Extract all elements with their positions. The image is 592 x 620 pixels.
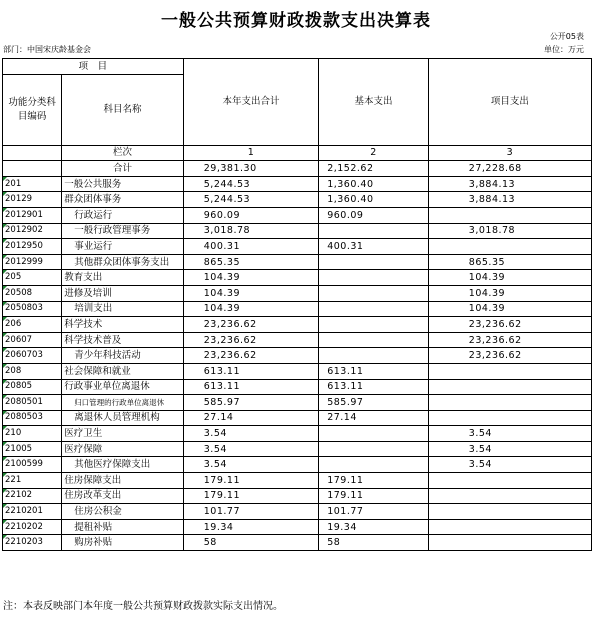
row-name: 提租补贴	[62, 519, 184, 535]
row-total: 3.54	[183, 441, 318, 457]
row-basic: 960.09	[319, 207, 429, 223]
row-basic	[319, 270, 429, 286]
row-total: 104.39	[183, 270, 318, 286]
row-code: 2012950	[3, 239, 62, 255]
row-total: 179.11	[183, 488, 318, 504]
total-project: 27,228.68	[428, 161, 591, 177]
form-number: 公开05表	[549, 32, 584, 41]
row-total: 58	[183, 535, 318, 551]
row-total: 23,236.62	[183, 317, 318, 333]
header-basic: 基本支出	[319, 59, 429, 146]
column-index-row	[3, 145, 592, 161]
table-row	[3, 519, 592, 535]
row-project	[428, 363, 591, 379]
row-total: 23,236.62	[183, 348, 318, 364]
table-row	[3, 395, 592, 411]
row-basic: 27.14	[319, 410, 429, 426]
table-row	[3, 332, 592, 348]
row-basic	[319, 426, 429, 442]
row-code: 20129	[3, 192, 62, 208]
row-name: 住房改革支出	[62, 488, 184, 504]
row-code: 2100599	[3, 457, 62, 473]
unit-label: 单位：万元	[544, 45, 584, 54]
row-name: 培训支出	[62, 301, 184, 317]
row-code: 2210203	[3, 535, 62, 551]
row-code: 20805	[3, 379, 62, 395]
row-project	[428, 473, 591, 489]
row-name: 行政事业单位离退休	[62, 379, 184, 395]
table-row	[3, 473, 592, 489]
table-row	[3, 441, 592, 457]
row-code: 21005	[3, 441, 62, 457]
row-basic: 613.11	[319, 379, 429, 395]
row-basic: 1,360.40	[319, 176, 429, 192]
row-basic	[319, 457, 429, 473]
row-basic: 613.11	[319, 363, 429, 379]
row-total: 19.34	[183, 519, 318, 535]
row-name: 科学技术	[62, 317, 184, 333]
header-item: 项 目	[3, 59, 184, 75]
row-code: 20607	[3, 332, 62, 348]
total-amount: 29,381.30	[183, 161, 318, 177]
row-project: 3.54	[428, 426, 591, 442]
header-total: 本年支出合计	[183, 59, 318, 146]
row-basic	[319, 348, 429, 364]
row-project	[428, 519, 591, 535]
row-basic	[319, 254, 429, 270]
table-row	[3, 223, 592, 239]
table-row	[3, 488, 592, 504]
row-total: 5,244.53	[183, 192, 318, 208]
row-name: 住房保障支出	[62, 473, 184, 489]
table-row	[3, 207, 592, 223]
row-code: 2080503	[3, 410, 62, 426]
row-basic	[319, 317, 429, 333]
header-project: 项目支出	[428, 59, 591, 146]
table-row	[3, 504, 592, 520]
row-basic: 1,360.40	[319, 192, 429, 208]
row-basic: 58	[319, 535, 429, 551]
column-index-label: 栏次	[62, 145, 184, 161]
row-total: 3.54	[183, 426, 318, 442]
row-code: 22102	[3, 488, 62, 504]
row-code: 2012902	[3, 223, 62, 239]
row-code: 206	[3, 317, 62, 333]
row-code: 2210202	[3, 519, 62, 535]
total-code-cell	[3, 161, 62, 177]
row-name: 进修及培训	[62, 285, 184, 301]
row-total: 3,018.78	[183, 223, 318, 239]
row-name: 事业运行	[62, 239, 184, 255]
row-total: 101.77	[183, 504, 318, 520]
row-project: 23,236.62	[428, 317, 591, 333]
row-code: 2060703	[3, 348, 62, 364]
row-total: 585.97	[183, 395, 318, 411]
row-name: 社会保障和就业	[62, 363, 184, 379]
table-row	[3, 410, 592, 426]
row-project	[428, 410, 591, 426]
row-total: 179.11	[183, 473, 318, 489]
row-total: 104.39	[183, 285, 318, 301]
table-row	[3, 254, 592, 270]
table-row	[3, 426, 592, 442]
row-code: 210	[3, 426, 62, 442]
footnote: 注：本表反映部门本年度一般公共预算财政拨款实际支出情况。	[3, 601, 283, 612]
table-row	[3, 535, 592, 551]
row-code: 2012901	[3, 207, 62, 223]
row-total: 613.11	[183, 379, 318, 395]
column-index-3: 3	[428, 145, 591, 161]
row-project: 104.39	[428, 270, 591, 286]
row-project: 3.54	[428, 457, 591, 473]
row-name: 群众团体事务	[62, 192, 184, 208]
header-row-item	[3, 59, 592, 75]
table-row	[3, 270, 592, 286]
table-row	[3, 348, 592, 364]
row-total: 27.14	[183, 410, 318, 426]
column-index-1: 1	[183, 145, 318, 161]
row-project: 104.39	[428, 285, 591, 301]
row-basic: 19.34	[319, 519, 429, 535]
row-name: 医疗保障	[62, 441, 184, 457]
row-project: 23,236.62	[428, 332, 591, 348]
row-project	[428, 379, 591, 395]
total-row	[3, 161, 592, 177]
row-basic	[319, 332, 429, 348]
row-name: 青少年科技活动	[62, 348, 184, 364]
report-title: 一般公共预算财政拨款支出决算表	[161, 11, 431, 31]
row-basic: 179.11	[319, 473, 429, 489]
department-label: 部门：中国宋庆龄基金会	[3, 45, 91, 54]
table-row	[3, 176, 592, 192]
row-code: 201	[3, 176, 62, 192]
row-total: 613.11	[183, 363, 318, 379]
header-code: 功能分类科目编码	[3, 74, 62, 145]
row-project: 104.39	[428, 301, 591, 317]
row-project: 3,018.78	[428, 223, 591, 239]
row-name: 科学技术普及	[62, 332, 184, 348]
row-code: 2210201	[3, 504, 62, 520]
expenditure-table	[2, 58, 592, 551]
row-basic	[319, 285, 429, 301]
table-row	[3, 301, 592, 317]
table-row	[3, 285, 592, 301]
row-basic: 400.31	[319, 239, 429, 255]
header-name: 科目名称	[62, 74, 184, 145]
row-total: 865.35	[183, 254, 318, 270]
row-name: 其他群众团体事务支出	[62, 254, 184, 270]
row-total: 23,236.62	[183, 332, 318, 348]
row-total: 3.54	[183, 457, 318, 473]
row-project: 23,236.62	[428, 348, 591, 364]
table-row	[3, 457, 592, 473]
row-code: 2050803	[3, 301, 62, 317]
row-name: 一般行政管理事务	[62, 223, 184, 239]
column-index-code-cell	[3, 145, 62, 161]
row-name: 购房补贴	[62, 535, 184, 551]
row-name: 其他医疗保障支出	[62, 457, 184, 473]
row-total: 960.09	[183, 207, 318, 223]
row-project	[428, 239, 591, 255]
table-row	[3, 379, 592, 395]
row-total: 104.39	[183, 301, 318, 317]
row-name: 归口管理的行政单位离退休	[62, 395, 184, 411]
row-basic	[319, 301, 429, 317]
row-name: 教育支出	[62, 270, 184, 286]
row-project: 3,884.13	[428, 176, 591, 192]
row-project	[428, 207, 591, 223]
row-basic	[319, 441, 429, 457]
row-project: 865.35	[428, 254, 591, 270]
row-name: 行政运行	[62, 207, 184, 223]
row-total: 5,244.53	[183, 176, 318, 192]
table-row	[3, 317, 592, 333]
row-name: 离退休人员管理机构	[62, 410, 184, 426]
row-name: 一般公共服务	[62, 176, 184, 192]
total-label: 合计	[62, 161, 184, 177]
row-basic	[319, 223, 429, 239]
row-name: 医疗卫生	[62, 426, 184, 442]
table-row	[3, 239, 592, 255]
row-code: 20508	[3, 285, 62, 301]
row-code: 208	[3, 363, 62, 379]
row-code: 221	[3, 473, 62, 489]
row-project	[428, 504, 591, 520]
table-row	[3, 192, 592, 208]
table-row	[3, 363, 592, 379]
row-project: 3,884.13	[428, 192, 591, 208]
row-basic: 101.77	[319, 504, 429, 520]
row-code: 2080501	[3, 395, 62, 411]
row-code: 205	[3, 270, 62, 286]
row-project	[428, 488, 591, 504]
row-basic: 179.11	[319, 488, 429, 504]
column-index-2: 2	[319, 145, 429, 161]
row-code: 2012999	[3, 254, 62, 270]
row-name: 住房公积金	[62, 504, 184, 520]
row-project: 3.54	[428, 441, 591, 457]
row-project	[428, 395, 591, 411]
row-project	[428, 535, 591, 551]
total-basic: 2,152.62	[319, 161, 429, 177]
row-total: 400.31	[183, 239, 318, 255]
row-basic: 585.97	[319, 395, 429, 411]
